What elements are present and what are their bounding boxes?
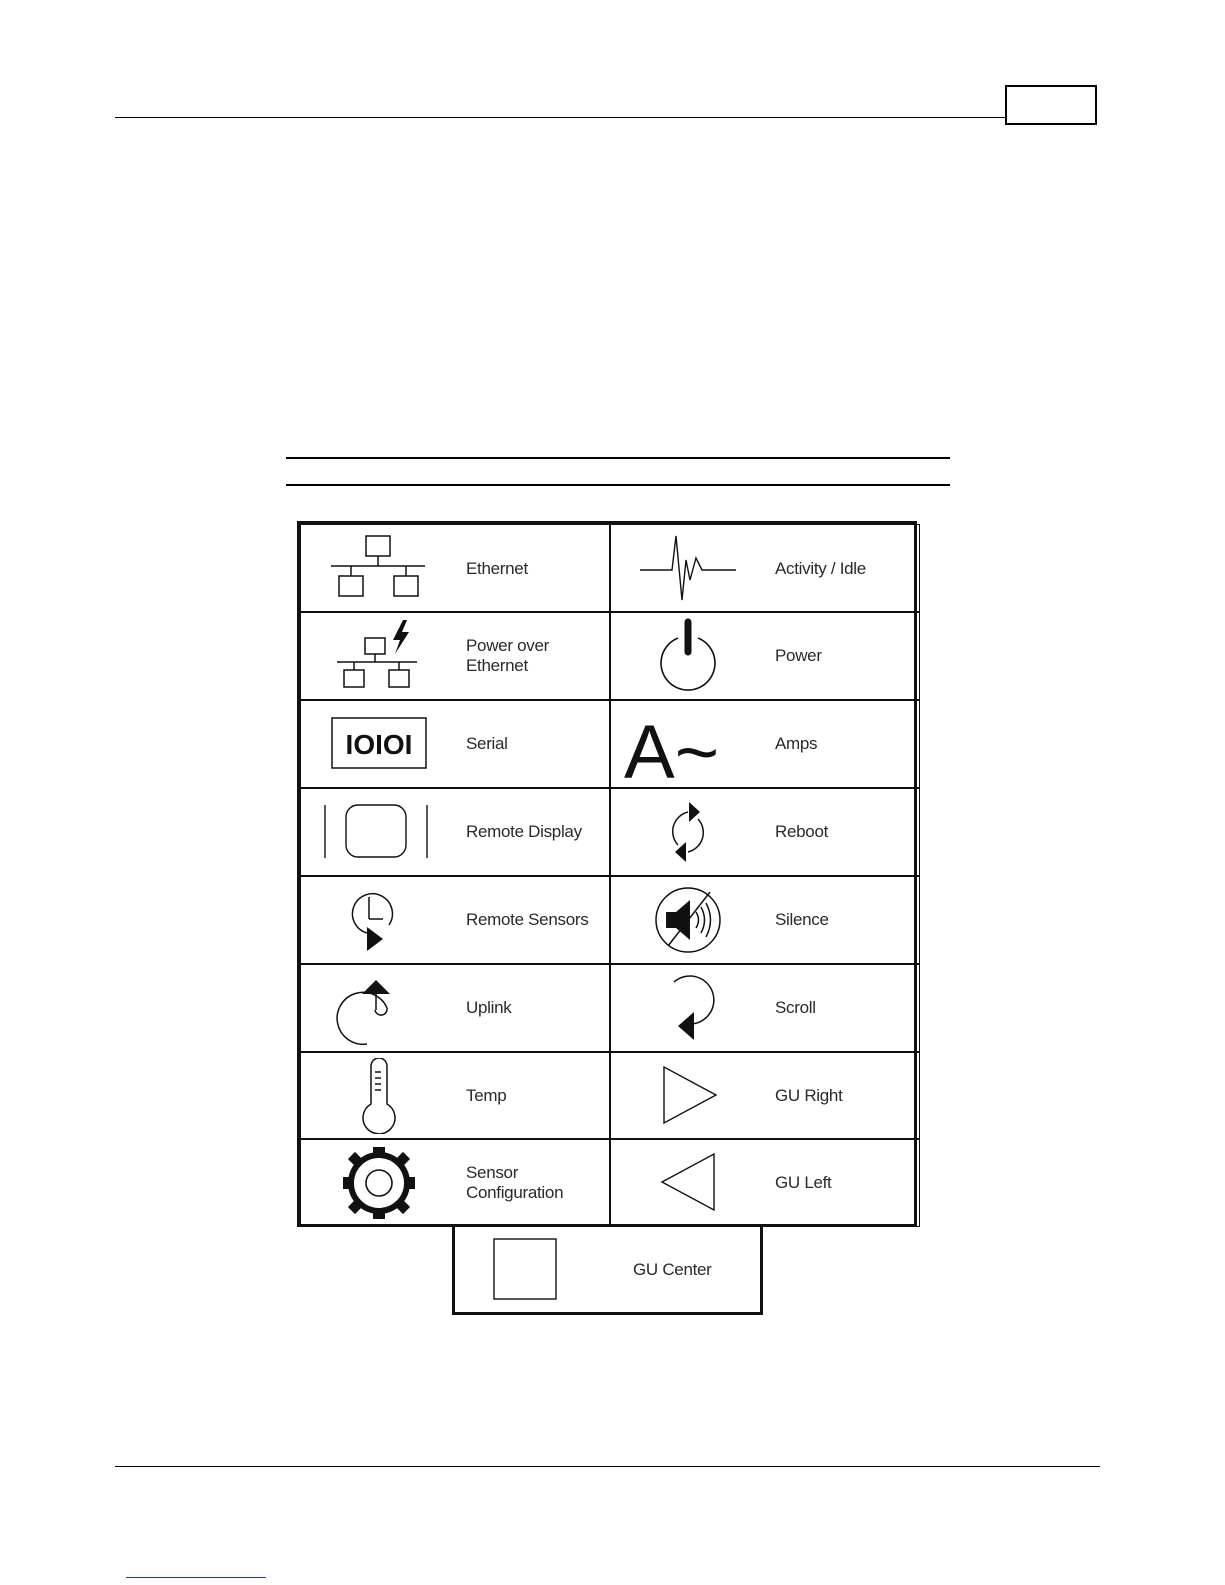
- legend-label-activity: Activity / Idle: [775, 558, 866, 578]
- table-top-rule: [286, 457, 950, 459]
- legend-label-gu-right: GU Right: [775, 1085, 843, 1105]
- legend-cell-uplink: [300, 963, 611, 1053]
- legend-cell-power: [609, 611, 920, 701]
- legend-label-amps: Amps: [775, 734, 818, 753]
- sensor-config-icon: [309, 1143, 449, 1223]
- reboot-icon: [618, 792, 758, 872]
- legend-label-serial: Serial: [466, 734, 508, 753]
- remote-sensors-icon: [309, 880, 449, 960]
- legend-cell-serial: [300, 699, 611, 789]
- legend-label-temp: Temp: [466, 1085, 507, 1105]
- footer-link-underline[interactable]: [126, 1577, 266, 1578]
- legend-label-gu-left: GU Left: [775, 1172, 832, 1192]
- legend-cell-scroll: [609, 963, 920, 1053]
- page-number-box: [1005, 85, 1097, 125]
- silence-icon: [618, 880, 758, 960]
- footer-rule: [115, 1466, 1100, 1467]
- icon-legend: [297, 521, 917, 1227]
- legend-label-remote-sensors: Remote Sensors: [466, 910, 589, 929]
- poe-icon: [309, 616, 449, 696]
- legend-cell-sensor-config: [300, 1138, 611, 1227]
- legend-cell-remote-sensors: [300, 875, 611, 965]
- legend-cell-gu-right: [609, 1051, 920, 1140]
- ethernet-icon: [309, 529, 449, 609]
- legend-label-power: Power: [775, 646, 822, 665]
- legend-cell-remote-display: [300, 787, 611, 877]
- legend-cell-temp: [300, 1051, 611, 1140]
- legend-label-sensor-config: Sensor Configuration: [466, 1162, 564, 1202]
- legend-label-gu-center: GU Center: [633, 1259, 712, 1279]
- gu-right-icon: [618, 1056, 758, 1136]
- legend-cell-gu-center: [452, 1227, 763, 1315]
- amps-glyph: A~: [624, 710, 720, 784]
- legend-cell-activity: [609, 524, 920, 613]
- legend-cell-amps: [609, 699, 920, 789]
- legend-label-ethernet: Ethernet: [466, 558, 528, 578]
- scroll-icon: [618, 968, 758, 1048]
- legend-label-reboot: Reboot: [775, 822, 829, 841]
- header-rule: [115, 117, 1005, 118]
- legend-cell-poe: [300, 611, 611, 701]
- activity-icon: [618, 529, 758, 609]
- amps-icon: [610, 704, 750, 784]
- serial-glyph: IOIOI: [345, 729, 413, 760]
- legend-label-poe: Power over Ethernet: [466, 636, 549, 675]
- legend-cell-reboot: [609, 787, 920, 877]
- legend-cell-ethernet: [300, 524, 611, 613]
- gu-left-icon: [618, 1143, 758, 1223]
- temp-icon: [309, 1056, 449, 1136]
- gu-center-icon: [470, 1229, 580, 1309]
- power-icon: [618, 616, 758, 696]
- legend-label-scroll: Scroll: [775, 998, 816, 1017]
- table-bottom-rule: [286, 484, 950, 486]
- legend-label-remote-display: Remote Display: [466, 822, 582, 841]
- legend-label-silence: Silence: [775, 910, 829, 929]
- uplink-icon: [309, 968, 449, 1048]
- legend-cell-gu-left: [609, 1138, 920, 1227]
- serial-icon: [309, 704, 449, 784]
- legend-label-uplink: Uplink: [466, 998, 512, 1017]
- legend-cell-silence: [609, 875, 920, 965]
- remote-display-icon: [321, 792, 431, 872]
